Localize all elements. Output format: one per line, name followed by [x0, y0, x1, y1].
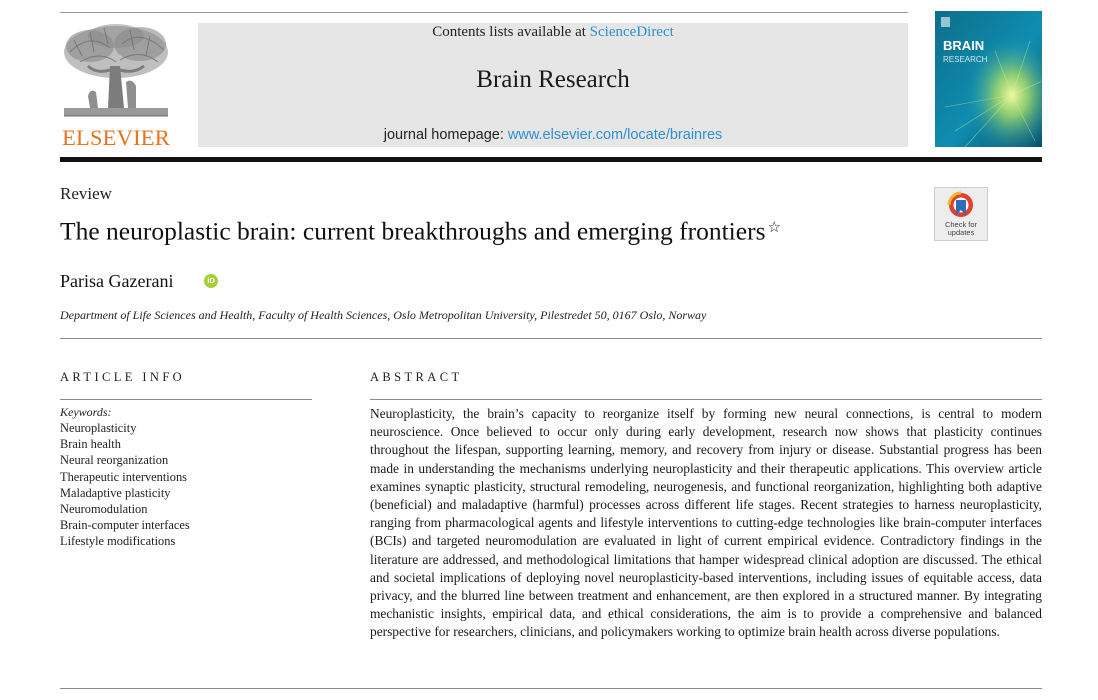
elsevier-tree-icon: [60, 22, 172, 122]
homepage-prefix: journal homepage:: [383, 127, 508, 143]
elsevier-wordmark: ELSEVIER: [62, 125, 170, 150]
keyword-item[interactable]: Neuroplasticity: [60, 421, 137, 435]
header-top-rule: [60, 12, 908, 13]
affiliation-divider: [60, 338, 1042, 339]
journal-title[interactable]: Brain Research: [476, 66, 630, 93]
keyword-item[interactable]: Neural reorganization: [60, 453, 169, 468]
contents-line: [198, 23, 908, 41]
keyword-item[interactable]: Therapeutic interventions: [60, 469, 187, 484]
keyword-item[interactable]: Brain-computer interfaces: [60, 518, 190, 533]
orcid-icon[interactable]: iD: [204, 274, 218, 288]
article-title-text: The neuroplastic brain: current breakthroughs and emerging frontiers: [60, 216, 766, 246]
keyword-item[interactable]: Maladaptive plasticity: [60, 485, 171, 500]
homepage-link[interactable]: www.elsevier.com/locate/brainres: [507, 127, 723, 143]
author-name[interactable]: Parisa Gazerani: [60, 271, 174, 291]
journal-banner: [198, 23, 908, 147]
keyword-item[interactable]: Neuromodulation: [60, 502, 148, 517]
abstract-bottom-rule: [60, 688, 1042, 689]
article-title: [60, 216, 781, 247]
abstract-heading: ABSTRACT: [370, 370, 463, 384]
author-affiliation: Department of Life Sciences and Health, Faculty of Health Sciences, Oslo Metropolitan University, Pilestredet 50, 0167 Oslo, Norway: [60, 308, 707, 322]
homepage-line: [198, 127, 908, 143]
header-divider: [60, 157, 1042, 162]
check-for-updates-button[interactable]: [934, 187, 988, 241]
journal-cover-image: [935, 11, 1042, 147]
keywords-list: [60, 420, 190, 550]
cover-title: BRAIN: [943, 38, 985, 53]
contents-prefix: Contents lists available at: [432, 24, 590, 40]
cover-subtitle: RESEARCH: [943, 55, 988, 64]
keyword-item[interactable]: Lifestyle modifications: [60, 534, 176, 549]
abstract-text: Neuroplasticity, the brain’s capacity to reorganize itself by forming new neural connections, is central to modern neuroscience. Once believed to occur only during early development, research now shows that plasticity continues throughout the lifespan, supporting learning, memory, and recovery from injury or disease. Substantial progress has been made in understanding the mechanisms underlying neuroplasticity and their therapeutic applications. This overview article examines synaptic plasticity, structural remodeling, neurogenesis, and functional reorganization, highlighting both adaptive (beneficial) and maladaptive (harmful) processes across different life stages. Recent strategies to harness neuroplasticity, ranging from pharmacological agents and lifestyle interventions to cutting-edge technologies like brain-computer interfaces (BCIs) and targeted neuromodulation are evaluated in light of current empirical evidence. Contradictory findings in the literature are addressed, and methodological limitations that hamper widespread clinical adoption are discussed. The ethical and societal implications of deploying novel neuroplasticity-based interventions, including issues of equitable access, data privacy, and the blurred line between treatment and enhancement, are then explored in a structured manner. By integrating mechanistic insights, empirical data, and ethical considerations, the aim is to provide a comprehensive and balanced perspective for researchers, clinicians, and policymakers working to optimize brain health across diverse populations.: [370, 406, 1042, 640]
crossmark-icon: [935, 188, 987, 222]
article-info-heading: ARTICLE INFO: [60, 370, 186, 384]
article-type: Review: [60, 184, 112, 203]
keywords-label: Keywords:: [60, 405, 112, 419]
keyword-item[interactable]: Brain health: [60, 437, 121, 452]
elsevier-logo[interactable]: [60, 22, 172, 152]
check-for-updates-label: Check for updates: [944, 220, 978, 237]
abstract-rule: [370, 399, 1042, 400]
sciencedirect-link[interactable]: ScienceDirect: [589, 24, 674, 40]
journal-cover[interactable]: [935, 11, 1042, 147]
article-info-rule: [60, 399, 312, 400]
title-footnote-star[interactable]: ☆: [767, 220, 781, 236]
